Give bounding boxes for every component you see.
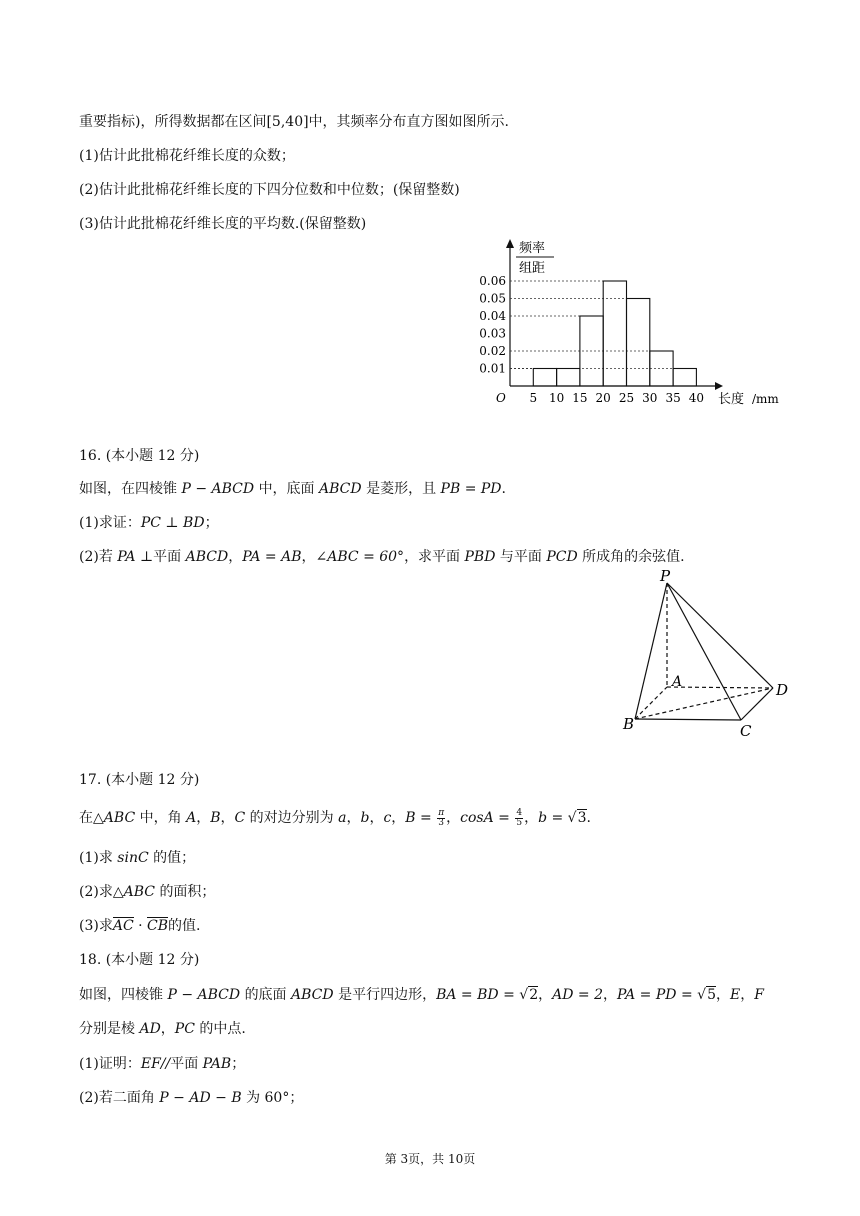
x-tick-label: 20 [595,391,611,405]
q17-part2: (2)求△ABC 的面积； [79,884,216,900]
x-tick-label: 5 [529,391,538,405]
vertex-label-p: P [660,567,671,585]
vertex-label-b: B [623,715,635,733]
q15-part1: (1)估计此批棉花纤维长度的众数； [79,148,295,164]
x-tick-label: 25 [618,391,635,405]
q18-part1: (1)证明：EF//平面 PAB； [79,1056,246,1072]
q16-statement: 如图，在四棱锥 P − ABCD 中，底面 ABCD 是菱形，且 PB = PD. [79,481,506,497]
q15-part2: (2)估计此批棉花纤维长度的下四分位数和中位数；(保留整数) [79,182,460,198]
q16-part1: (1)求证：PC ⊥ BD； [79,515,219,531]
vertex-label-c: C [740,722,752,740]
histogram-bar [627,299,650,387]
fraction-pi-over-3: $\frac{\pi}{3}$ [438,807,445,828]
fraction-4-over-5: $\frac{4}{5}$ [516,807,523,828]
y-label-numerator: 频率 [519,241,546,256]
histogram-bar [533,369,556,387]
histogram-bar [557,369,580,387]
x-axis-unit: /mm [752,392,779,406]
q16-heading: 16. (本小题 12 分) [79,448,200,464]
y-axis-arrow [506,239,514,248]
q17-statement: 在△ABC 中，角 A，B，C 的对边分别为 a，b，c，B = $\frac{\pi}{3}$ ，cosA = $\frac{4}{5}$ ，b = √3. [79,807,591,828]
x-axis-arrow [715,382,723,390]
histogram-bar [673,369,696,387]
x-tick-label: 10 [548,391,565,405]
x-tick-label: 40 [688,391,705,405]
q18-statement-line2: 分别是棱 AD，PC 的中点. [79,1021,246,1037]
histogram-bar [650,351,673,386]
histogram-bar [603,281,626,386]
vertex-label-a: A [672,674,683,690]
q18-statement-line1: 如图，四棱锥 P − ABCD 的底面 ABCD 是平行四边形，BA = BD = √2，AD = 2，PA = PD = √5，E，F [79,987,764,1003]
q17-heading: 17. (本小题 12 分) [79,772,200,788]
y-label-denominator: 组距 [519,261,546,276]
y-tick-label: 0.02 [479,344,506,358]
frequency-histogram [470,234,800,414]
x-tick-label: 30 [642,391,658,405]
origin-label: O [496,391,506,405]
q17-part3: (3)求AC · CB的值. [79,918,201,934]
page-footer: 第 3页，共 10页 [384,1152,476,1166]
q17-part1: (1)求 sinC 的值； [79,850,196,866]
x-axis-label: 长度 [718,392,745,407]
x-tick-label: 15 [572,391,588,405]
x-tick-label: 35 [665,391,681,405]
q15-part3: (3)估计此批棉花纤维长度的平均数.(保留整数) [79,216,367,232]
y-tick-label: 0.03 [479,326,506,341]
q18-part2: (2)若二面角 P − AD − B 为 60°； [79,1090,304,1106]
q15-intro: 重要指标)，所得数据都在区间[5,40]中，其频率分布直方图如图所示. [79,114,510,130]
y-tick-label: 0.04 [479,309,506,323]
y-tick-label: 0.01 [479,361,506,376]
q16-part2: (2)若 PA ⊥平面 ABCD，PA = AB，∠ABC = 60°，求平面 PBD 与平面 PCD 所成角的余弦值. [79,549,685,565]
pyramid-figure [615,565,805,745]
y-tick-label: 0.06 [479,274,506,288]
vertex-label-d: D [776,681,789,699]
q18-heading: 18. (本小题 12 分) [79,952,200,968]
y-tick-label: 0.05 [479,291,506,306]
